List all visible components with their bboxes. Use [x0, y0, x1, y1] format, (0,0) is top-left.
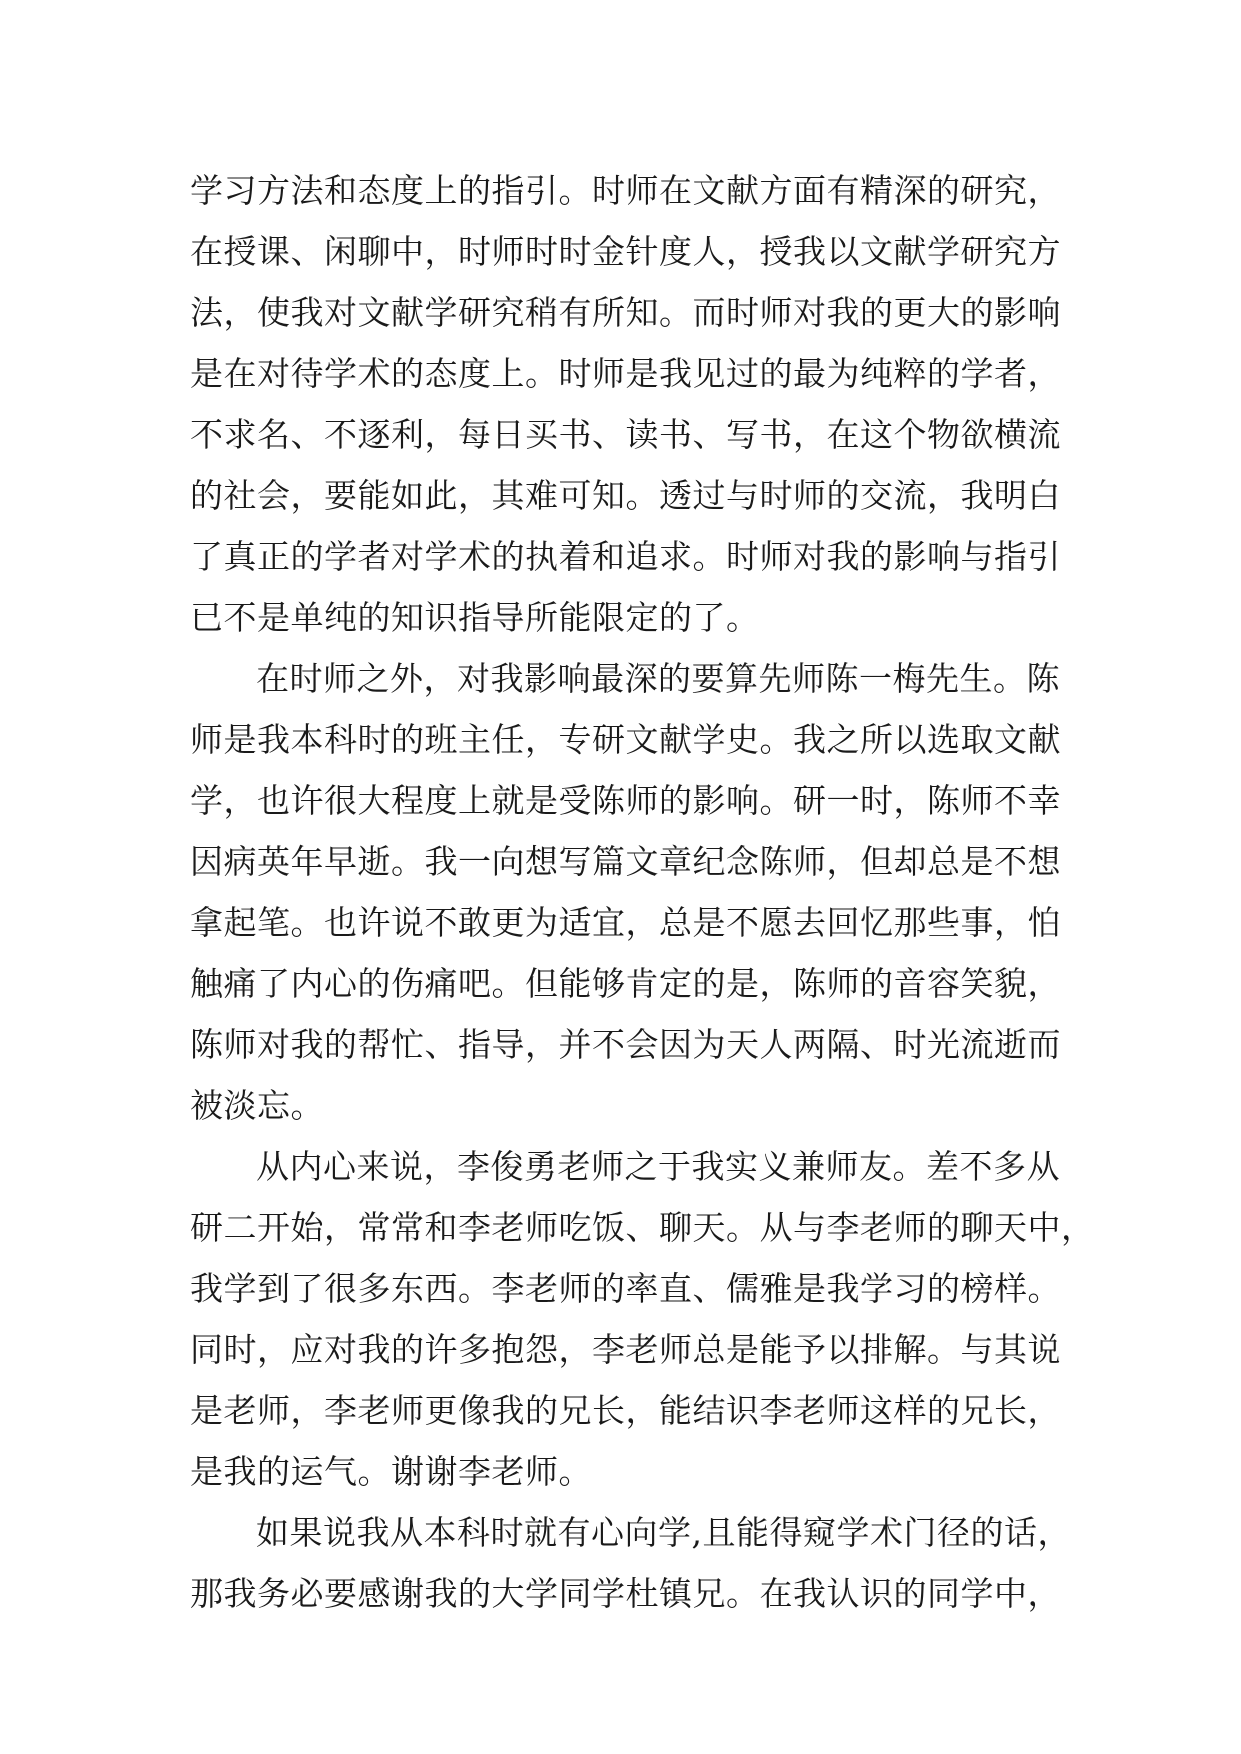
- text-line: 学，也许很大程度上就是受陈师的影响。研一时，陈师不幸: [190, 781, 1061, 820]
- text-line: 如果说我从本科时就有心向学,且能得窥学术门径的话，: [256, 1513, 1071, 1552]
- body-text: [190, 160, 1095, 1624]
- text-line: 拿起笔。也许说不敢更为适宜，总是不愿去回忆那些事，怕: [190, 903, 1061, 942]
- text-line: 了真正的学者对学术的执着和追求。时师对我的影响与指引: [190, 537, 1061, 576]
- text-line: 在时师之外，对我影响最深的要算先师陈一梅先生。陈: [256, 659, 1060, 698]
- text-line: 是在对待学术的态度上。时师是我见过的最为纯粹的学者，: [190, 354, 1061, 393]
- text-line: 不求名、不逐利，每日买书、读书、写书，在这个物欲横流: [190, 415, 1061, 454]
- text-line: 我学到了很多东西。李老师的率直、儒雅是我学习的榜样。: [190, 1269, 1061, 1308]
- text-line: 是老师，李老师更像我的兄长，能结识李老师这样的兄长，: [190, 1391, 1061, 1430]
- text-line: 的社会，要能如此，其难可知。透过与时师的交流，我明白: [190, 476, 1061, 515]
- text-line: 被淡忘。: [190, 1086, 324, 1125]
- text-line: 那我务必要感谢我的大学同学杜镇兄。在我认识的同学中，: [190, 1574, 1061, 1613]
- text-line: 是我的运气。谢谢李老师。: [190, 1452, 592, 1491]
- text-line: 师是我本科时的班主任，专研文献学史。我之所以选取文献: [190, 720, 1061, 759]
- text-line: 学习方法和态度上的指引。时师在文献方面有精深的研究，: [190, 171, 1061, 210]
- text-line: 同时，应对我的许多抱怨，李老师总是能予以排解。与其说: [190, 1330, 1061, 1369]
- text-line: 因病英年早逝。我一向想写篇文章纪念陈师，但却总是不想: [190, 842, 1061, 881]
- text-line: 法，使我对文献学研究稍有所知。而时师对我的更大的影响: [190, 293, 1061, 332]
- text-line: 已不是单纯的知识指导所能限定的了。: [190, 598, 760, 637]
- text-line: 在授课、闲聊中，时师时时金针度人，授我以文献学研究方: [190, 232, 1061, 271]
- text-line: 研二开始，常常和李老师吃饭、聊天。从与李老师的聊天中，: [190, 1208, 1095, 1247]
- text-line: 陈师对我的帮忙、指导，并不会因为天人两隔、时光流逝而: [190, 1025, 1061, 1064]
- text-line: 触痛了内心的伤痛吧。但能够肯定的是，陈师的音容笑貌，: [190, 964, 1061, 1003]
- text-line: 从内心来说，李俊勇老师之于我实义兼师友。差不多从: [256, 1147, 1060, 1186]
